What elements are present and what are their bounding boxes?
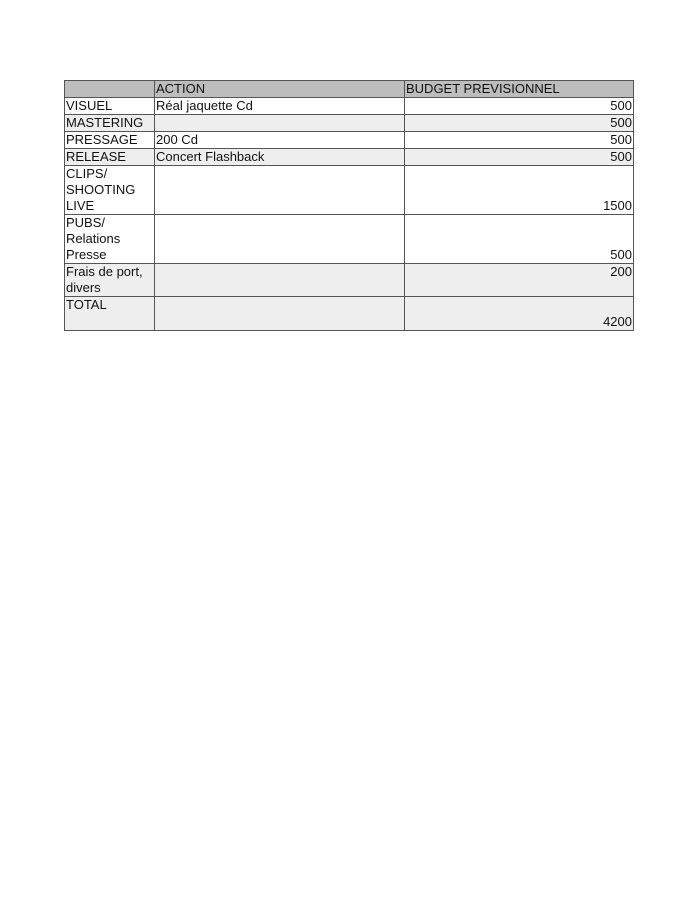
header-cell-budget: BUDGET PREVISIONNEL	[405, 81, 634, 98]
budget-cell: 200	[405, 264, 634, 297]
table-row	[65, 115, 634, 132]
header-cell-action: ACTION	[155, 81, 405, 98]
action-cell	[155, 297, 405, 331]
table-row	[65, 215, 634, 264]
poste-cell: VISUEL	[65, 98, 155, 115]
budget-cell: 500	[405, 132, 634, 149]
budget-cell: 1500	[405, 166, 634, 215]
action-cell	[155, 115, 405, 132]
budget-cell: 500	[405, 149, 634, 166]
action-cell	[155, 166, 405, 215]
table-row	[65, 149, 634, 166]
table-row	[65, 98, 634, 115]
poste-cell: PUBS/ Relations Presse	[65, 215, 155, 264]
action-cell: 200 Cd	[155, 132, 405, 149]
budget-table	[64, 80, 634, 331]
action-cell: Réal jaquette Cd	[155, 98, 405, 115]
header-cell-poste	[65, 81, 155, 98]
budget-cell: 500	[405, 215, 634, 264]
budget-cell: 500	[405, 98, 634, 115]
poste-cell: CLIPS/ SHOOTING LIVE	[65, 166, 155, 215]
total-budget-cell: 4200	[405, 297, 634, 331]
poste-cell: RELEASE	[65, 149, 155, 166]
total-row	[65, 297, 634, 331]
action-cell: Concert Flashback	[155, 149, 405, 166]
table-row	[65, 264, 634, 297]
poste-cell: Frais de port, divers	[65, 264, 155, 297]
table-row	[65, 132, 634, 149]
table-row	[65, 166, 634, 215]
total-label-cell: TOTAL	[65, 297, 155, 331]
poste-cell: PRESSAGE	[65, 132, 155, 149]
poste-cell: MASTERING	[65, 115, 155, 132]
header-row	[65, 81, 634, 98]
budget-sheet	[64, 80, 633, 329]
action-cell	[155, 215, 405, 264]
budget-cell: 500	[405, 115, 634, 132]
action-cell	[155, 264, 405, 297]
